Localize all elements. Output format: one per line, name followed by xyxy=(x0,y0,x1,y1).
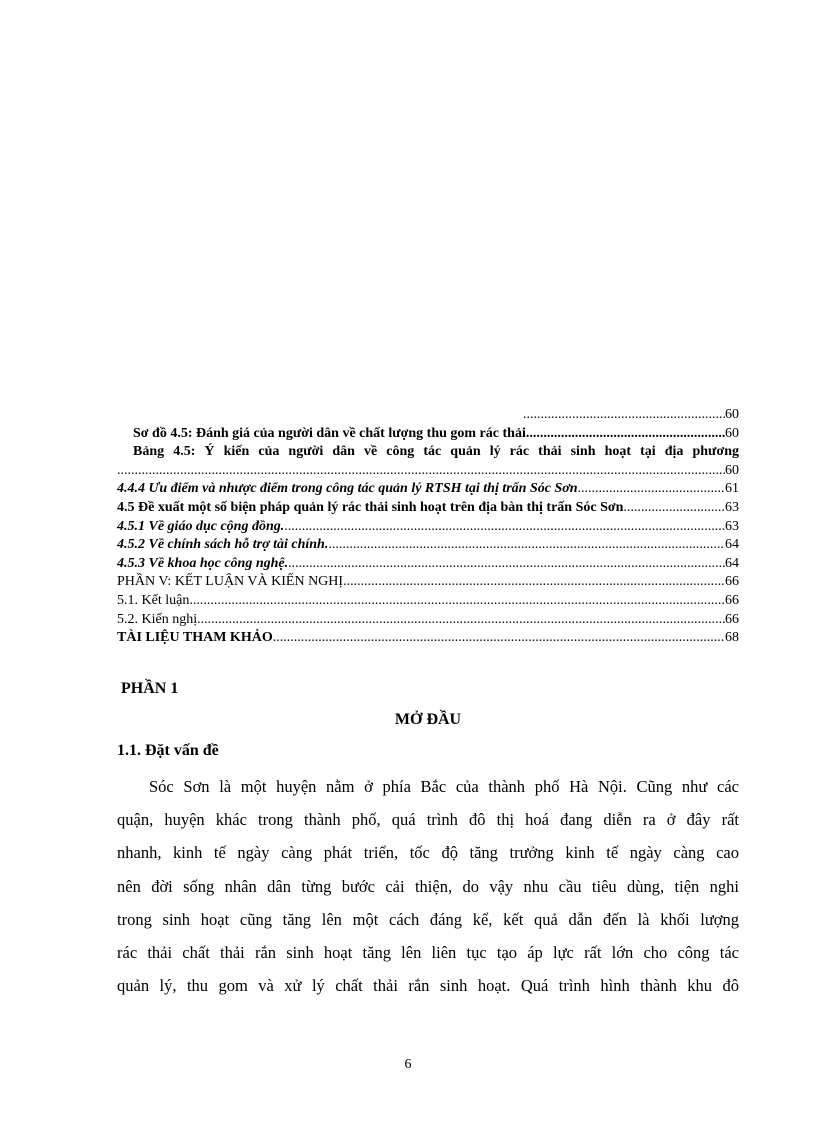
toc-page-number: 60 xyxy=(725,407,739,422)
toc-leader xyxy=(189,592,725,611)
page-number: 6 xyxy=(404,1057,412,1072)
toc-page-number: 63 xyxy=(725,499,739,515)
toc-page-number: 63 xyxy=(725,518,739,534)
body-line: nên đời sống nhân dân từng bước cải thiện, do vậy nhu cầu tiêu dùng, tiện nghi xyxy=(117,876,739,896)
part-title: PHẦN 1 xyxy=(121,680,179,697)
body-line: trong sinh hoạt cũng tăng lên một cách đáng kể, kết quả dẫn đến là khối lượng xyxy=(117,909,739,929)
body-line: nhanh, kinh tế ngày càng phát triển, tốc độ tăng trưởng kinh tế ngày càng cao xyxy=(117,843,739,863)
chapter-title: MỞ ĐẦU xyxy=(394,711,462,728)
toc-item-label: 4.5.1 Về giáo dục cộng đồng. xyxy=(117,518,285,534)
toc-page-number: 61 xyxy=(725,481,739,497)
toc-leader xyxy=(117,462,725,481)
toc-item-label: 4.5 Đề xuất một số biện pháp quản lý rác thải sinh hoạt trên địa bàn thị trấn Sóc Sơn xyxy=(117,499,624,515)
toc-item-label: 4.4.4 Ưu điểm và nhược điểm trong công tác quản lý RTSH tại thị trấn Sóc Sơn xyxy=(117,481,578,497)
toc-page-number: 66 xyxy=(725,574,739,590)
section-title: 1.1. Đặt vấn đề xyxy=(117,742,219,759)
toc-continuation-line xyxy=(117,406,739,425)
toc-leader xyxy=(273,629,725,648)
toc-page-number: 66 xyxy=(725,592,739,608)
toc-leader xyxy=(578,480,725,499)
toc-page-number: 60 xyxy=(725,462,739,478)
toc-leader xyxy=(526,425,725,444)
toc-item[interactable] xyxy=(117,592,739,611)
toc-item-label: 4.5.2 Về chính sách hỗ trợ tài chính. xyxy=(117,537,329,553)
toc-item-label: Sơ đồ 4.5: Đánh giá của người dân về chất lượng thu gom rác thải xyxy=(133,425,526,441)
toc-item[interactable] xyxy=(117,611,739,630)
toc-leader xyxy=(328,536,725,555)
toc-item[interactable] xyxy=(117,518,739,537)
toc-page-number: 68 xyxy=(725,630,739,646)
toc-leader xyxy=(284,518,725,537)
toc-item-so-do-4-5[interactable] xyxy=(117,425,739,444)
toc-item-label: PHẦN V: KẾT LUẬN VÀ KIẾN NGHỊ xyxy=(117,574,344,590)
toc-item[interactable] xyxy=(117,555,739,574)
toc-page-number: 64 xyxy=(725,537,739,553)
toc-item[interactable] xyxy=(117,499,739,518)
toc-item-label: 4.5.3 Về khoa học công nghệ. xyxy=(117,555,289,571)
toc-leader xyxy=(117,406,725,425)
toc-item[interactable] xyxy=(117,573,739,592)
body-line: Sóc Sơn là một huyện nằm ở phía Bắc của thành phố Hà Nội. Cũng như các xyxy=(149,777,739,796)
toc-item[interactable] xyxy=(117,536,739,555)
toc-leader xyxy=(288,555,725,574)
body-line: quản lý, thu gom và xử lý chất thải rắn sinh hoạt. Quá trình hình thành khu đô xyxy=(117,976,739,996)
toc-leader xyxy=(197,611,725,630)
toc-item-bang-4-5[interactable] xyxy=(117,443,739,462)
toc-continuation-line xyxy=(117,462,739,481)
toc-leader xyxy=(623,499,725,518)
toc-leader xyxy=(343,573,725,592)
toc-item-label: Bảng 4.5: Ý kiến của người dân về công tác quản lý rác thải sinh hoạt tại địa phương xyxy=(133,444,739,460)
toc-item[interactable] xyxy=(117,629,739,648)
toc-item-label: 5.1. Kết luận xyxy=(117,592,190,608)
toc-item[interactable] xyxy=(117,480,739,499)
toc-item-label: TÀI LIỆU THAM KHẢO xyxy=(117,630,273,646)
body-line: rác thải chất thải rắn sinh hoạt tăng lên liên tục tạo áp lực rất lớn cho công tác xyxy=(117,943,739,963)
body-line: quận, huyện khác trong thành phố, quá trình đô thị hoá đang diễn ra ở đây rất xyxy=(117,810,739,830)
toc-page-number: 66 xyxy=(725,611,739,627)
body-paragraph xyxy=(117,770,739,1002)
toc-page-number: 64 xyxy=(725,555,739,571)
table-of-contents xyxy=(117,406,739,648)
toc-item-label: 5.2. Kiến nghị xyxy=(117,611,198,627)
toc-page-number: 60 xyxy=(725,425,739,441)
